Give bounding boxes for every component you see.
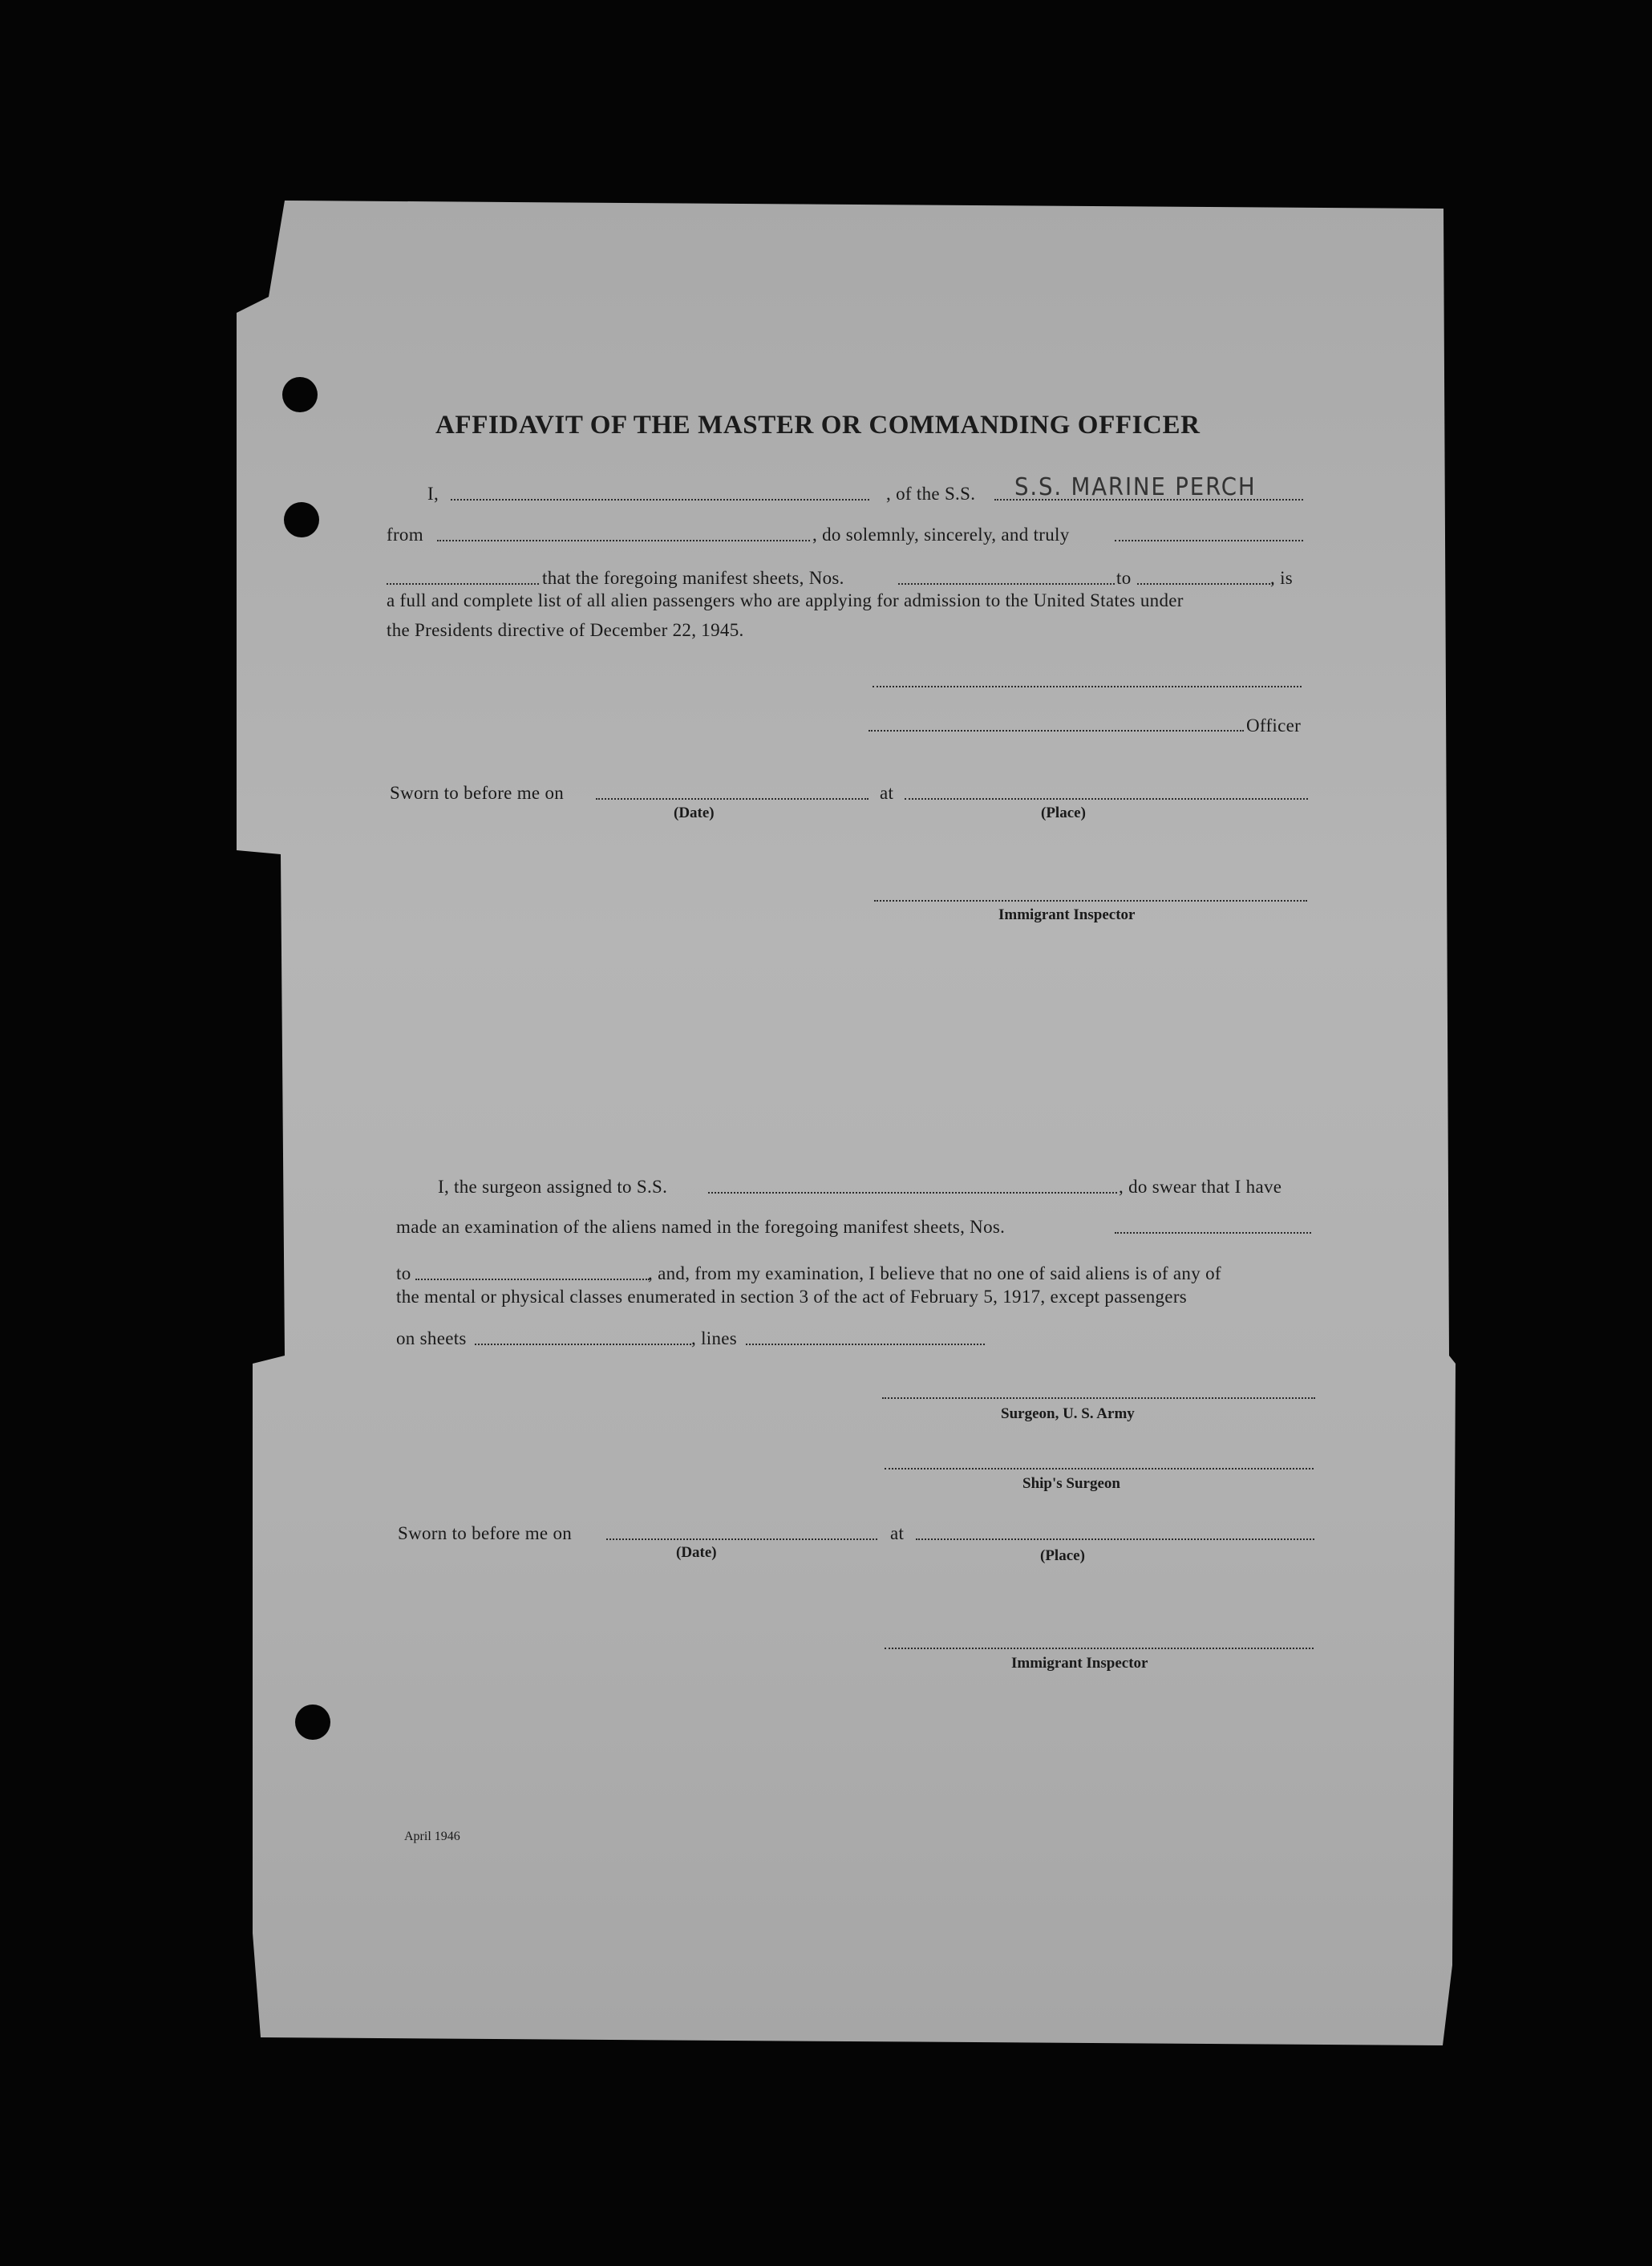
nos-to-blank (1137, 583, 1273, 585)
punch-hole (284, 502, 319, 537)
document-page (237, 201, 1456, 2045)
signature-line-1 (873, 686, 1302, 687)
punch-hole (295, 1705, 330, 1740)
label-is: , is (1270, 568, 1294, 588)
surgeon-lines-blank (746, 1344, 985, 1345)
caption-ships-surgeon: Ship's Surgeon (1022, 1475, 1120, 1492)
surgeon-lines: , lines (691, 1328, 738, 1348)
surgeon-at: at (890, 1523, 905, 1543)
label-to: to (1116, 568, 1132, 588)
inspector-line (874, 900, 1307, 902)
surgeon-line-2: made an examination of the aliens named in the foregoing manifest sheets, Nos. (396, 1217, 1006, 1237)
label-at: at (880, 783, 894, 803)
body-line-3: a full and complete list of all alien passengers who are applying for admission to the United States under (387, 590, 1184, 610)
signature-line-2 (869, 730, 1244, 732)
label-from: from (387, 525, 423, 545)
label-that-foregoing: that the foregoing manifest sheets, Nos. (542, 568, 844, 588)
surgeon-sworn: Sworn to before me on (398, 1523, 573, 1543)
surgeon-on-sheets: on sheets (396, 1328, 467, 1348)
form-date-footer: April 1946 (404, 1830, 460, 1843)
surgeon-caption-immigrant-inspector: Immigrant Inspector (1011, 1655, 1148, 1672)
truly-blank (1115, 540, 1303, 541)
surgeon-to-blank (415, 1279, 650, 1280)
surgeon-sworn-place-blank (916, 1538, 1314, 1540)
body-line-4: the Presidents directive of December 22, 1945. (387, 620, 744, 640)
surgeon-nos-blank (1115, 1232, 1311, 1234)
label-of-the-ss: , of the S.S. (886, 484, 976, 504)
name-blank (451, 499, 869, 501)
punch-hole (282, 377, 318, 412)
label-sworn: Sworn to before me on (390, 783, 565, 803)
sworn-place-blank (905, 798, 1308, 800)
nos-from-blank (898, 583, 1115, 585)
surgeon-army-line (882, 1397, 1315, 1399)
caption-place: (Place) (1041, 805, 1086, 821)
surgeon-caption-place: (Place) (1040, 1547, 1085, 1564)
oath-blank (387, 583, 539, 585)
surgeon-label-to: to (396, 1263, 411, 1283)
ship-name-stamp: S.S. MARINE PERCH (1014, 473, 1257, 501)
surgeon-line-1a: I, the surgeon assigned to S.S. (438, 1177, 668, 1197)
caption-surgeon-army: Surgeon, U. S. Army (1001, 1405, 1135, 1422)
surgeon-inspector-line (885, 1648, 1314, 1649)
caption-date: (Date) (674, 805, 715, 821)
surgeon-line-3: , and, from my examination, I believe that no one of said aliens is of any of (648, 1263, 1221, 1283)
label-officer: Officer (1246, 715, 1302, 736)
sworn-date-blank (596, 798, 869, 800)
ships-surgeon-line (885, 1468, 1314, 1469)
label-i: I, (427, 484, 439, 504)
caption-immigrant-inspector: Immigrant Inspector (998, 906, 1136, 923)
surgeon-caption-date: (Date) (676, 1544, 717, 1561)
label-do-solemnly: , do solemnly, sincerely, and truly (812, 525, 1070, 545)
surgeon-line-4: the mental or physical classes enumerated in section 3 of the act of February 5, 1917, except passengers (396, 1287, 1188, 1307)
surgeon-ship-blank (708, 1192, 1117, 1194)
surgeon-line-1b: , do swear that I have (1119, 1177, 1282, 1197)
document-title: AFFIDAVIT OF THE MASTER OR COMMANDING OFFICER (435, 411, 1201, 440)
surgeon-sheets-blank (475, 1344, 691, 1345)
from-blank (437, 540, 810, 541)
surgeon-sworn-date-blank (606, 1538, 877, 1540)
